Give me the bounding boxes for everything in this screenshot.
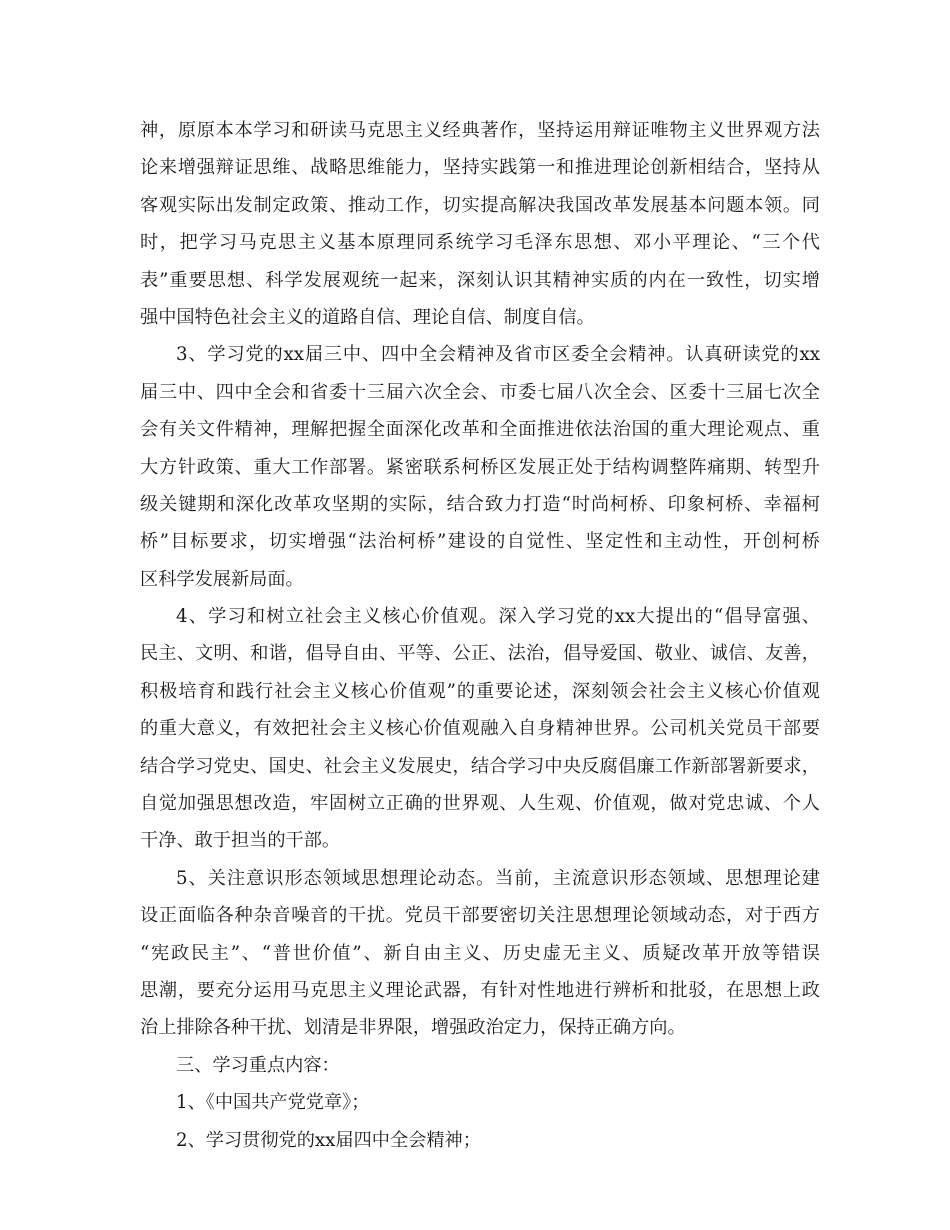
text-line: 干净、敢于担当的干部。	[140, 830, 341, 852]
text-line: 3、学习党的xx届三中、四中全会精神及省市区委全会精神。认真研读党的xx	[176, 344, 820, 366]
paragraph-item-4	[140, 598, 820, 860]
text-line: 民主、文明、和谐，倡导自由、平等、公正、法治，倡导爱国、敬业、诚信、友善，	[140, 643, 820, 665]
text-line: 三、学习重点内容：	[176, 1054, 340, 1076]
text-line: 设正面临各种杂音噪音的干扰。党员干部要密切关注思想理论领域动态，对于西方	[140, 905, 820, 927]
text-line: 治上排除各种干扰、划清是非界限，增强政治定力，保持正确方向。	[140, 1017, 686, 1039]
text-line: 时，把学习马克思主义基本原理同系统学习毛泽东思想、邓小平理论、“三个代	[140, 232, 820, 254]
paragraph-list-2	[140, 1122, 820, 1159]
text-line: 大方针政策、重大工作部署。紧密联系柯桥区发展正处于结构调整阵痛期、转型升	[140, 456, 820, 478]
document-body	[140, 112, 820, 1159]
text-line: 强中国特色社会主义的道路自信、理论自信、制度自信。	[140, 306, 595, 328]
text-line: 届三中、四中全会和省委十三届六次全会、市委七届八次全会、区委十三届七次全	[140, 381, 820, 403]
text-line: 桥”目标要求，切实增强“法治柯桥”建设的自觉性、坚定性和主动性，开创柯桥	[140, 531, 820, 553]
text-line: 结合学习党史、国史、社会主义发展史，结合学习中央反腐倡廉工作新部署新要求，	[140, 755, 820, 777]
text-line: 神，原原本本学习和研读马克思主义经典著作，坚持运用辩证唯物主义世界观方法	[140, 120, 820, 141]
text-line: 2、学习贯彻党的xx届四中全会精神；	[176, 1129, 481, 1151]
text-line: 积极培育和践行社会主义核心价值观”的重要论述，深刻领会社会主义核心价值观	[140, 680, 820, 702]
text-line: 的重大意义，有效把社会主义核心价值观融入自身精神世界。公司机关党员干部要	[140, 718, 820, 740]
text-line: 客观实际出发制定政策、推动工作，切实提高解决我国改革发展基本问题本领。同	[140, 194, 820, 216]
text-line: 会有关文件精神，理解把握全面深化改革和全面推进依法治国的重大理论观点、重	[140, 419, 820, 441]
text-line: 思潮，要充分运用马克思主义理论武器，有针对性地进行辨析和批驳，在思想上政	[140, 979, 820, 1001]
text-line: “宪政民主”、“普世价值”、新自由主义、历史虚无主义、质疑改革开放等错误	[140, 942, 820, 964]
paragraph-item-5	[140, 860, 820, 1047]
text-line: 5、关注意识形态领域思想理论动态。当前，主流意识形态领域、思想理论建	[176, 867, 820, 889]
text-line: 自觉加强思想改造，牢固树立正确的世界观、人生观、价值观，做对党忠诚、个人	[140, 793, 820, 815]
text-line: 表”重要思想、科学发展观统一起来，深刻认识其精神实质的内在一致性，切实增	[140, 269, 820, 291]
text-line: 级关键期和深化改革攻坚期的实际，结合致力打造“时尚柯桥、印象柯桥、幸福柯	[140, 493, 820, 515]
text-line: 区科学发展新局面。	[140, 568, 304, 590]
paragraph-list-1	[140, 1084, 820, 1121]
text-line: 论来增强辩证思维、战略思维能力，坚持实践第一和推进理论创新相结合，坚持从	[140, 157, 820, 179]
text-line: 1、《中国共产党党章》；	[176, 1092, 370, 1114]
paragraph-item-3	[140, 336, 820, 598]
paragraph-continuation	[140, 112, 820, 336]
paragraph-section-3	[140, 1047, 820, 1084]
text-line: 4、学习和树立社会主义核心价值观。深入学习党的xx大提出的“倡导富强、	[176, 606, 820, 628]
